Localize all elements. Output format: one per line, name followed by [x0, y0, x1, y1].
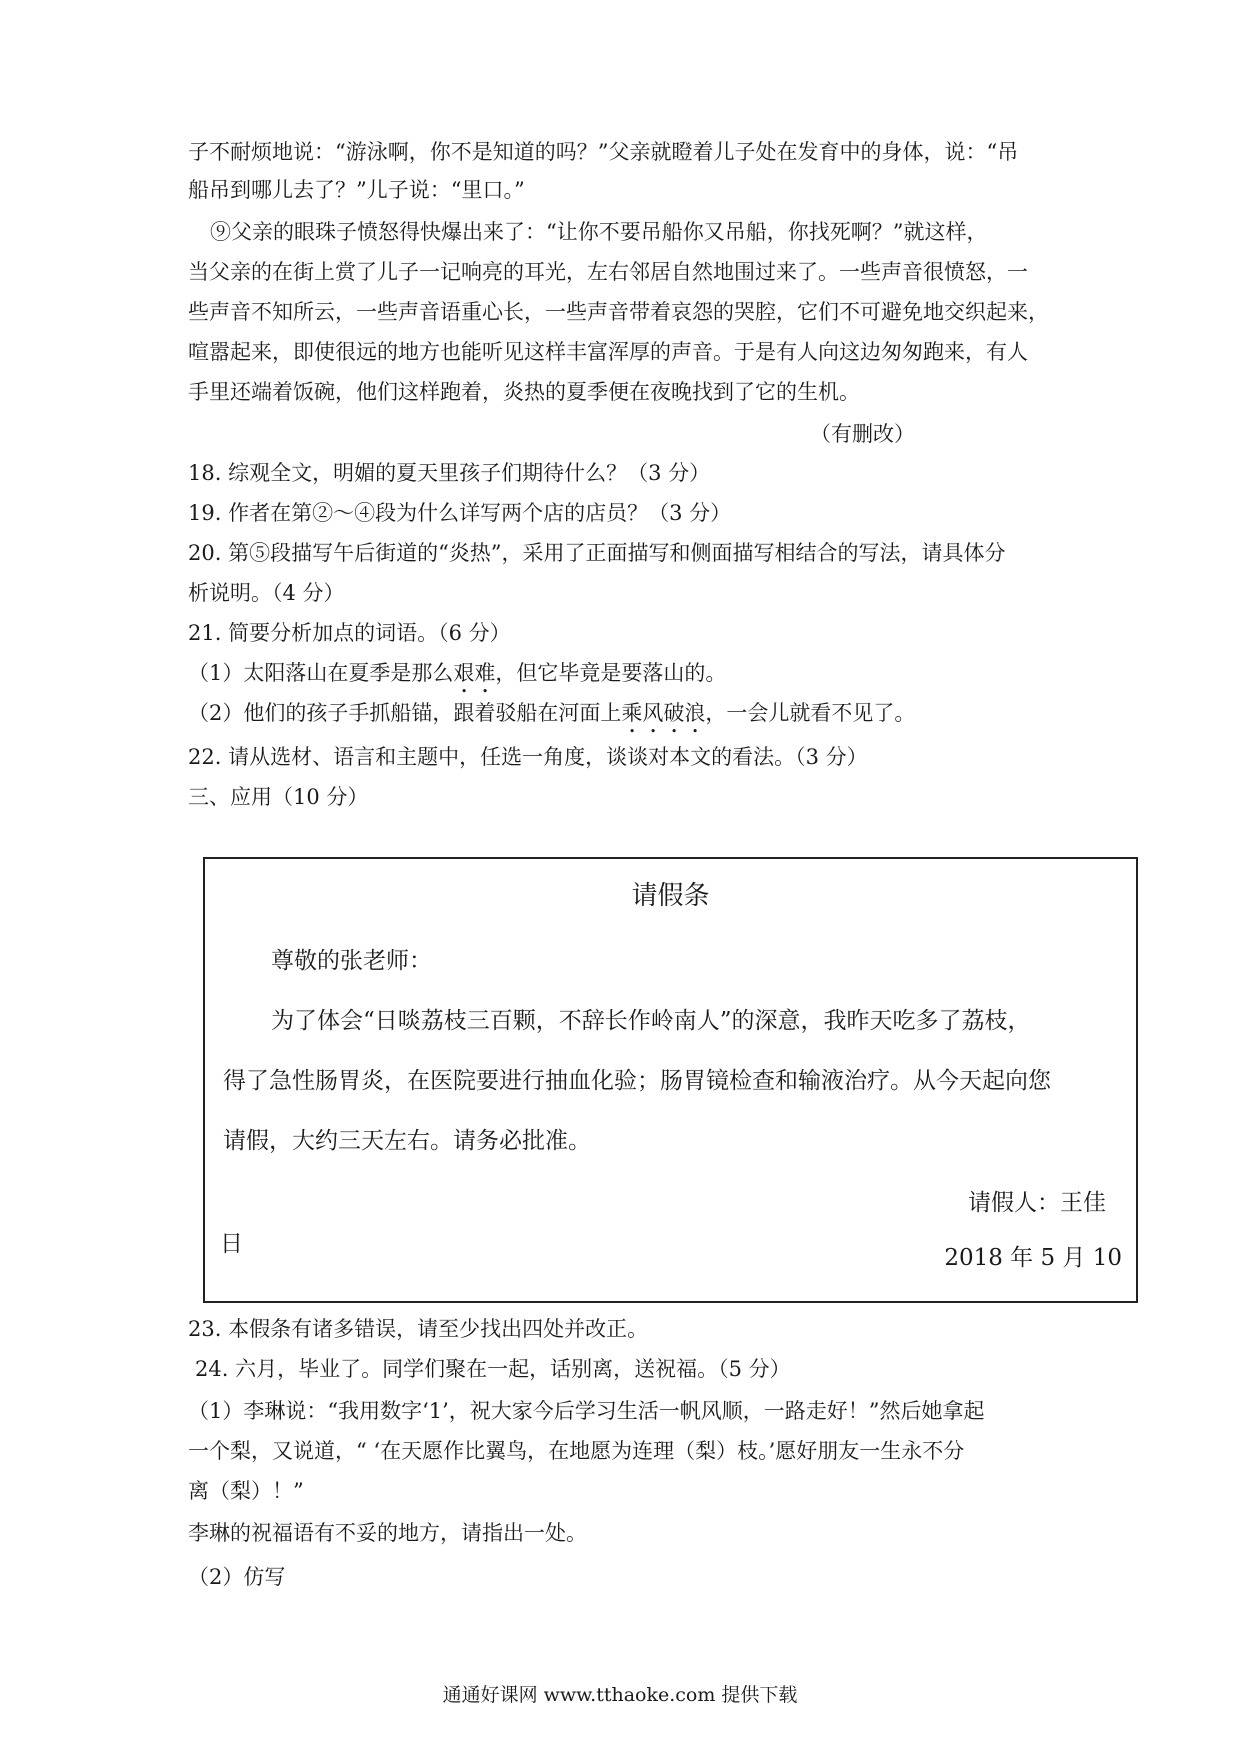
leave-note-box: [203, 857, 1138, 1303]
question-24: 24. 六月，毕业了。同学们聚在一起，话别离，送祝福。（5 分）: [195, 1357, 791, 1381]
leave-note-body: 请假，大约三天左右。请务必批准。: [223, 1128, 591, 1154]
question-24-1: （1）李琳说：“我用数字‘1’，祝大家今后学习生活一帆风顺，一路走好！”然后她拿起: [188, 1399, 985, 1423]
q21-2-after: ，一会儿就看不见了。: [705, 701, 916, 725]
passage-line: 子不耐烦地说：“游泳啊，你不是知道的吗？”父亲就瞪着儿子处在发育中的身体，说：“吊: [188, 140, 1019, 164]
question-20: 20. 第⑤段描写午后街道的“炎热”，采用了正面描写和侧面描写相结合的写法，请具体分: [188, 541, 1006, 565]
passage-line: 些声音不知所云，一些声音语重心长，一些声音带着哀怨的哭腔，它们不可避免地交织起来，: [188, 300, 1049, 324]
q21-2-dotted-word: 乘风破浪: [621, 701, 706, 725]
q21-1-before: （1）太阳落山在夏季是那么: [188, 661, 454, 685]
question-24-2: （2）仿写: [188, 1565, 286, 1589]
question-21-1: [188, 659, 726, 698]
page-footer: 通通好课网 www.tthaoke.com 提供下载: [442, 1684, 798, 1706]
source-note: （有删改）: [810, 422, 915, 446]
leave-note-date-cont: 日: [220, 1231, 243, 1257]
leave-note-greeting: 尊敬的张老师：: [271, 948, 432, 974]
passage-line: ⑨父亲的眼珠子愤怒得快爆出来了：“让你不要吊船你又吊船，你找死啊？”就这样，: [210, 220, 988, 244]
question-18: 18. 综观全文，明媚的夏天里孩子们期待什么？（3 分）: [188, 461, 711, 485]
question-21: 21. 简要分析加点的词语。（6 分）: [188, 621, 511, 645]
leave-note-signature: 请假人：王佳: [968, 1190, 1106, 1216]
q21-1-dotted-word: 艰难: [453, 661, 496, 685]
question-23: 23. 本假条有诸多错误，请至少找出四处并改正。: [188, 1317, 649, 1341]
leave-note-date: 2018 年 5 月 10: [944, 1245, 1122, 1271]
leave-note-body: 得了急性肠胃炎，在医院要进行抽血化验；肠胃镜检查和输液治疗。从今天起向您: [223, 1068, 1051, 1094]
section-3-heading: 三、应用（10 分）: [188, 785, 369, 809]
q21-1-after: ，但它毕竟是要落山的。: [495, 661, 727, 685]
passage-line: 手里还端着饭碗，他们这样跑着，炎热的夏季便在夜晚找到了它的生机。: [188, 380, 860, 404]
passage-line: 当父亲的在街上赏了儿子一记响亮的耳光，左右邻居自然地围过来了。一些声音很愤怒，一: [188, 260, 1028, 284]
question-22: 22. 请从选材、语言和主题中，任选一角度，谈谈对本文的看法。（3 分）: [188, 745, 868, 769]
leave-note-title: 请假条: [631, 881, 710, 911]
question-21-2: [188, 699, 915, 738]
question-24-1-cont: 离（梨）！”: [188, 1479, 304, 1503]
passage-line: 喧嚣起来，即使很远的地方也能听见这样丰富浑厚的声音。于是有人向这边匆匆跑来，有人: [188, 340, 1028, 364]
leave-note-body: 为了体会“日啖荔枝三百颗，不辞长作岭南人”的深意，我昨天吃多了荔枝，: [271, 1008, 1031, 1034]
passage-line: 船吊到哪儿去了？”儿子说：“里口。”: [188, 178, 525, 202]
question-24-1-task: 李琳的祝福语有不妥的地方，请指出一处。: [188, 1521, 587, 1545]
question-20-cont: 析说明。（4 分）: [188, 581, 345, 605]
question-24-1-cont: 一个梨，又说道，“ ‘在天愿作比翼鸟，在地愿为连理（梨）枝。’愿好朋友一生永不分: [188, 1439, 965, 1463]
q21-2-before: （2）他们的孩子手抓船锚，跟着驳船在河面上: [188, 701, 622, 725]
question-19: 19. 作者在第②～④段为什么详写两个店的店员？（3 分）: [188, 501, 732, 525]
